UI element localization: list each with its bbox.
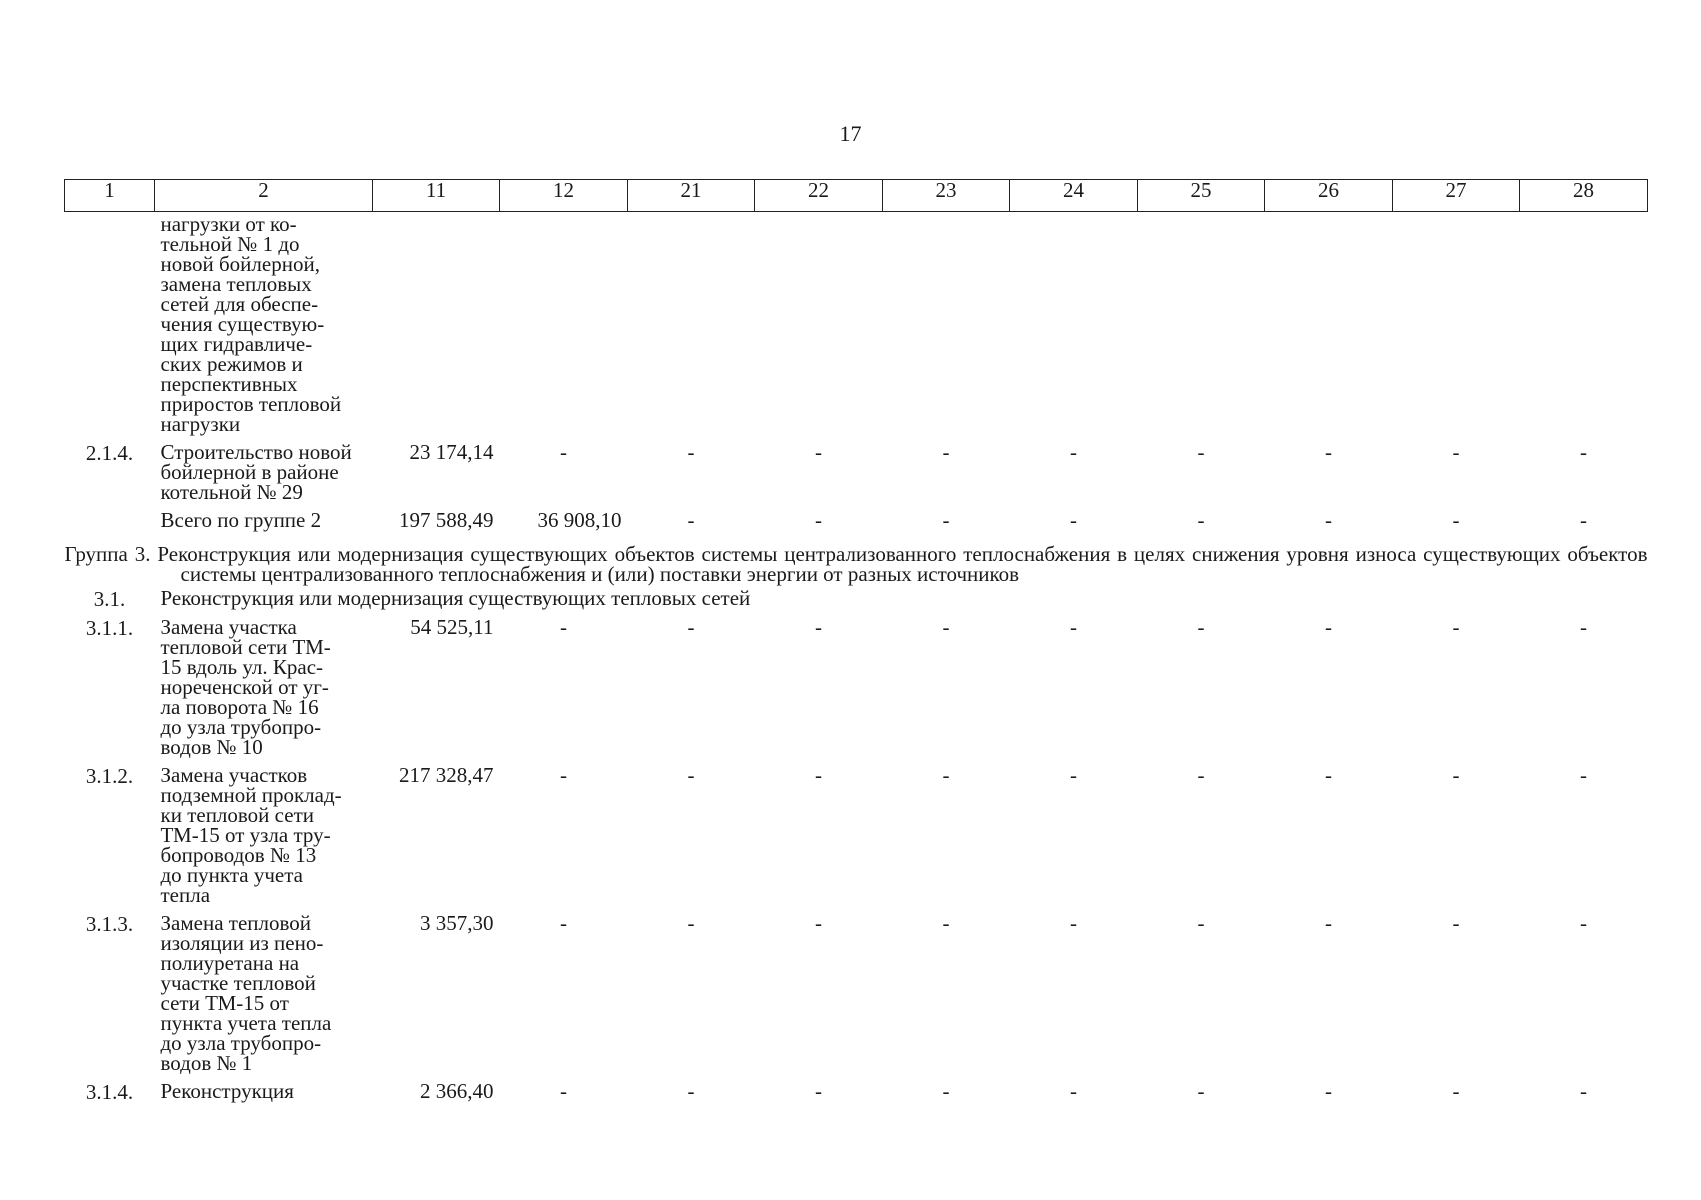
- value-col-27: -: [1452, 508, 1460, 532]
- value-col-23: [883, 212, 1010, 443]
- value-col-25: -: [1197, 615, 1205, 639]
- table-row: [65, 1081, 1648, 1110]
- header-col-12: 12: [500, 180, 628, 212]
- page-number: 17: [839, 121, 862, 146]
- value-col-21: -: [687, 911, 695, 935]
- row-number: 2.1.4.: [85, 441, 134, 465]
- value-col-26: -: [1325, 1079, 1332, 1103]
- value-col-27: -: [1452, 1079, 1460, 1103]
- value-col-23: -: [942, 440, 950, 464]
- value-col-24: -: [1070, 763, 1077, 787]
- value-col-21: [628, 212, 755, 443]
- value-col-21: -: [687, 1079, 695, 1103]
- header-col-28: 28: [1520, 180, 1648, 212]
- value-col-11: [373, 212, 500, 443]
- value-col-21: -: [687, 763, 695, 787]
- table-body: [65, 180, 1648, 1111]
- value-col-25: -: [1197, 440, 1205, 464]
- value-col-24: -: [1070, 508, 1077, 532]
- value-col-12: -: [560, 763, 567, 787]
- value-col-23: -: [942, 763, 950, 787]
- group-heading-row: [65, 538, 1648, 588]
- value-col-22: -: [815, 440, 822, 464]
- value-col-22: [755, 212, 883, 443]
- header-col-2: 2: [155, 180, 373, 212]
- value-col-26: -: [1325, 911, 1332, 935]
- value-col-26: -: [1325, 440, 1332, 464]
- row-description: Замена участка тепловой сети ТМ- 15 вдоль ул. Крас- нореченской от уг- ла поворота № 16 до узла трубопро- водов № 10: [160, 615, 331, 759]
- value-col-24: -: [1070, 440, 1077, 464]
- value-col-12: 36 908,10: [537, 508, 622, 532]
- value-col-12: [500, 212, 628, 443]
- table-row: [65, 442, 1648, 510]
- value-col-27: -: [1452, 763, 1460, 787]
- header-col-11: 11: [373, 180, 500, 212]
- row-number: 3.1.4.: [85, 1080, 134, 1104]
- value-col-24: -: [1070, 615, 1077, 639]
- value-col-28: -: [1580, 763, 1587, 787]
- row-description: нагрузки от ко- тельной № 1 до новой бойлерной, замена тепловых сетей для обеспе- чения существую- щих гидравличе- ских режимов и перспективных приростов тепловой нагрузки: [160, 212, 342, 436]
- value-col-25: -: [1197, 911, 1205, 935]
- value-col-27: -: [1452, 911, 1460, 935]
- value-col-11: 197 588,49: [399, 508, 494, 532]
- value-col-26: -: [1325, 508, 1332, 532]
- value-col-11: 2 366,40: [420, 1079, 494, 1103]
- value-col-27: -: [1452, 615, 1460, 639]
- row-number: [65, 510, 155, 538]
- value-col-23: -: [942, 615, 950, 639]
- value-col-23: -: [942, 1079, 950, 1103]
- value-col-22: -: [815, 911, 822, 935]
- value-col-28: -: [1580, 1079, 1587, 1103]
- value-col-28: [1520, 212, 1648, 443]
- row-description: Реконструкция: [160, 1079, 294, 1103]
- value-col-11: 217 328,47: [399, 763, 494, 787]
- row-description: Замена тепловой изоляции из пено- полиуретана на участке тепловой сети ТМ-15 от пункта учета тепла до узла трубопро- водов № 1: [160, 911, 332, 1075]
- header-col-27: 27: [1393, 180, 1520, 212]
- header-col-24: 24: [1010, 180, 1138, 212]
- value-col-28: -: [1580, 911, 1587, 935]
- value-col-28: -: [1580, 615, 1587, 639]
- value-col-21: -: [687, 440, 695, 464]
- value-col-22: -: [815, 615, 822, 639]
- value-col-21: -: [687, 508, 695, 532]
- value-col-26: [1265, 212, 1393, 443]
- value-col-22: -: [815, 1079, 822, 1103]
- header-col-23: 23: [883, 180, 1010, 212]
- value-col-22: -: [815, 763, 822, 787]
- row-description: Всего по группе 2: [160, 508, 322, 532]
- value-col-11: 23 174,14: [409, 440, 494, 464]
- table-row: [65, 913, 1648, 1081]
- table-row: [65, 617, 1648, 765]
- table-row: [65, 212, 1648, 443]
- value-col-12: -: [560, 911, 567, 935]
- value-col-11: 3 357,30: [420, 911, 494, 935]
- row-number: 3.1.1.: [85, 616, 134, 640]
- row-description: Строительство новой бойлерной в районе котельной № 29: [160, 440, 352, 504]
- value-col-25: [1138, 212, 1265, 443]
- table-row: [65, 510, 1648, 538]
- value-col-26: -: [1325, 763, 1332, 787]
- value-col-22: -: [815, 508, 822, 532]
- header-col-26: 26: [1265, 180, 1393, 212]
- value-col-28: -: [1580, 440, 1587, 464]
- value-col-12: -: [560, 1079, 567, 1103]
- header-col-25: 25: [1138, 180, 1265, 212]
- value-col-11: 54 525,11: [410, 615, 494, 639]
- value-col-23: -: [942, 911, 950, 935]
- value-col-27: -: [1452, 440, 1460, 464]
- value-col-25: -: [1197, 1079, 1205, 1103]
- row-number: 3.1.3.: [85, 912, 134, 936]
- row-number: 3.1.2.: [85, 764, 134, 788]
- group-heading: Группа 3. Реконструкция или модернизация существующих объектов системы централизованного теплоснабжения в целях снижения уровня износа существующих объектов системы централизованного теплоснабжения и (или) поставки энергии от разных источников: [64, 542, 1648, 586]
- value-col-23: -: [942, 508, 950, 532]
- value-col-21: -: [687, 615, 695, 639]
- row-number: [65, 212, 155, 443]
- header-col-21: 21: [628, 180, 755, 212]
- group-heading-cell: [65, 538, 1648, 588]
- section-heading-row: [65, 588, 1648, 617]
- table-row: [65, 765, 1648, 913]
- section-heading: Реконструкция или модернизация существующих тепловых сетей: [160, 586, 751, 610]
- header-col-22: 22: [755, 180, 883, 212]
- value-col-25: -: [1197, 508, 1205, 532]
- value-col-26: -: [1325, 615, 1332, 639]
- value-col-24: [1010, 212, 1138, 443]
- row-description: Замена участков подземной проклад- ки тепловой сети ТМ-15 от узла тру- бопроводов № 13 до пункта учета тепла: [160, 763, 342, 907]
- value-col-12: -: [560, 615, 567, 639]
- column-number-header: [65, 180, 1648, 212]
- value-col-25: -: [1197, 763, 1205, 787]
- section-number: 3.1.: [93, 587, 126, 611]
- investment-table: [64, 179, 1648, 1110]
- header-col-1: 1: [65, 180, 155, 212]
- value-col-24: -: [1070, 911, 1077, 935]
- value-col-28: -: [1580, 508, 1587, 532]
- value-col-27: [1393, 212, 1520, 443]
- value-col-12: -: [560, 440, 567, 464]
- value-col-24: -: [1070, 1079, 1077, 1103]
